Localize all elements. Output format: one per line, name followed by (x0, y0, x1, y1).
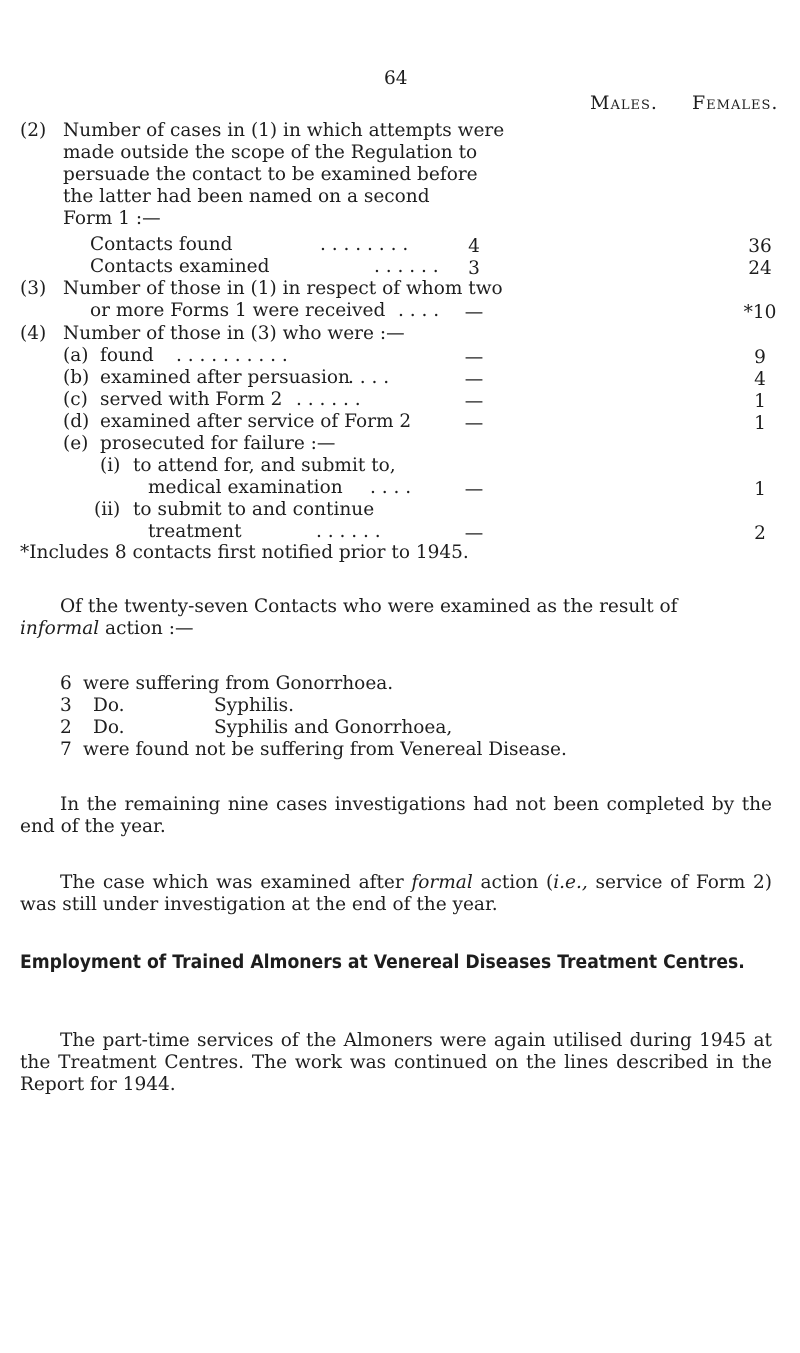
item4-e-i-label: (i) (100, 455, 121, 476)
paragraph-formal-action (20, 872, 772, 916)
row-contacts-found-label: Contacts found (90, 234, 233, 255)
item4-a-females: 9 (754, 347, 766, 368)
item4-e-ii-males: — (464, 523, 484, 544)
result-3-do: Do. (93, 717, 125, 738)
ie-italic: i.e., (553, 872, 588, 893)
item4-b-males: — (464, 369, 484, 390)
row-contacts-examined-label: Contacts examined (90, 256, 270, 277)
row-contacts-examined-leaders: . . . . . . (374, 256, 439, 277)
item4-c-males: — (464, 391, 484, 412)
paragraph-remaining-cases: In the remaining nine cases investigations had not been completed by the end of the year. (20, 794, 772, 837)
paragraph-informal-line-2 (20, 618, 193, 640)
item4-d-females: 1 (754, 413, 766, 434)
item4-b-label: (b) (63, 367, 90, 388)
footnote: *Includes 8 contacts first notified prior to 1945. (20, 542, 469, 563)
paragraph-informal-action (60, 596, 772, 618)
row-contacts-found-males: 4 (468, 236, 480, 257)
males-column-header: Males. (590, 92, 658, 114)
result-3-number: 2 (60, 717, 72, 738)
result-2-text: Syphilis. (214, 695, 295, 716)
row-contacts-found-females: 36 (748, 236, 772, 257)
page-number: 64 (384, 68, 408, 89)
item4-c-label: (c) (63, 389, 88, 410)
females-column-header: Females. (692, 92, 779, 114)
informal-action-text: action :— (105, 618, 194, 639)
result-1-text: were suffering from Gonorrhoea. (83, 673, 394, 694)
result-2-do: Do. (93, 695, 125, 716)
item4-text: Number of those in (3) who were :— (63, 323, 405, 344)
item4-e-ii-leaders: . . . . . . (316, 521, 381, 542)
row-contacts-examined-females: 24 (748, 258, 772, 279)
row-contacts-examined-males: 3 (468, 258, 480, 279)
item4-label: (4) (20, 323, 47, 344)
item4-c-females: 1 (754, 391, 766, 412)
item4-e-i-line-1: to attend for, and submit to, (133, 455, 396, 476)
result-2-number: 3 (60, 695, 72, 716)
item4-b-leaders: . . . . (348, 367, 390, 388)
item2-label: (2) (20, 120, 47, 141)
item4-c-leaders: . . . . . . (296, 389, 361, 410)
item2-line-5: Form 1 :— (63, 208, 161, 229)
result-4-number: 7 (60, 739, 72, 760)
formal-text-b: action ( (480, 872, 554, 893)
result-3-text: Syphilis and Gonorrhoea, (214, 717, 453, 738)
item4-e-ii-line-2: treatment (148, 521, 242, 542)
item4-e-i-line-2: medical examination (148, 477, 343, 498)
row-contacts-found-leaders: . . . . . . . . (320, 234, 409, 255)
result-1-number: 6 (60, 673, 72, 694)
item3-label: (3) (20, 278, 47, 299)
item4-d-males: — (464, 413, 484, 434)
item3-line-2: or more Forms 1 were received (90, 300, 386, 321)
item4-e-ii-label: (ii) (94, 499, 121, 520)
item3-males: — (464, 302, 484, 323)
item4-d-label: (d) (63, 411, 90, 432)
item4-c-text: served with Form 2 (100, 389, 283, 410)
item2-line-4: the latter had been named on a second (63, 186, 430, 207)
item4-a-label: (a) (63, 345, 89, 366)
item4-a-males: — (464, 347, 484, 368)
item4-e-i-females: 1 (754, 479, 766, 500)
informal-italic: informal (20, 618, 100, 639)
item4-e-ii-females: 2 (754, 523, 766, 544)
paragraph-informal-text: Of the twenty-seven Contacts who were examined as the result of (60, 596, 678, 617)
item4-e-label: (e) (63, 433, 89, 454)
item4-a-leaders: . . . . . . . . . . (176, 345, 288, 366)
paragraph-almoners: The part-time services of the Almoners were again utilised during 1945 at the Treatment Centres. The work was continued on the lines described in the Report for 1944. (20, 1030, 772, 1095)
section-heading (20, 952, 764, 974)
formal-italic: formal (411, 872, 473, 893)
item2-line-2: made outside the scope of the Regulation to (63, 142, 478, 163)
item4-a-text: found (100, 345, 154, 366)
item3-females: *10 (743, 302, 777, 323)
formal-text-a: The case which was examined after (60, 872, 404, 893)
item3-line-1: Number of those in (1) in respect of whom two (63, 278, 503, 299)
item4-b-females: 4 (754, 369, 766, 390)
item4-b-text: examined after persuasion (100, 367, 350, 388)
result-4-text: were found not be suffering from Venereal Disease. (83, 739, 567, 760)
item4-e-i-leaders: . . . . (370, 477, 412, 498)
item4-e-text: prosecuted for failure :— (100, 433, 336, 454)
item2-line-1: Number of cases in (1) in which attempts were (63, 120, 505, 141)
item3-leaders: . . . . (398, 300, 440, 321)
item4-e-i-males: — (464, 479, 484, 500)
item2-line-3: persuade the contact to be examined before (63, 164, 478, 185)
section-heading-text: Employment of Trained Almoners at Venereal Diseases Treatment Centres. (20, 952, 745, 973)
item4-d-text: examined after service of Form 2 (100, 411, 412, 432)
formal-text-c: service of Form 2) was still under investigation at the end of the year. (20, 872, 772, 915)
item4-e-ii-line-1: to submit to and continue (133, 499, 375, 520)
